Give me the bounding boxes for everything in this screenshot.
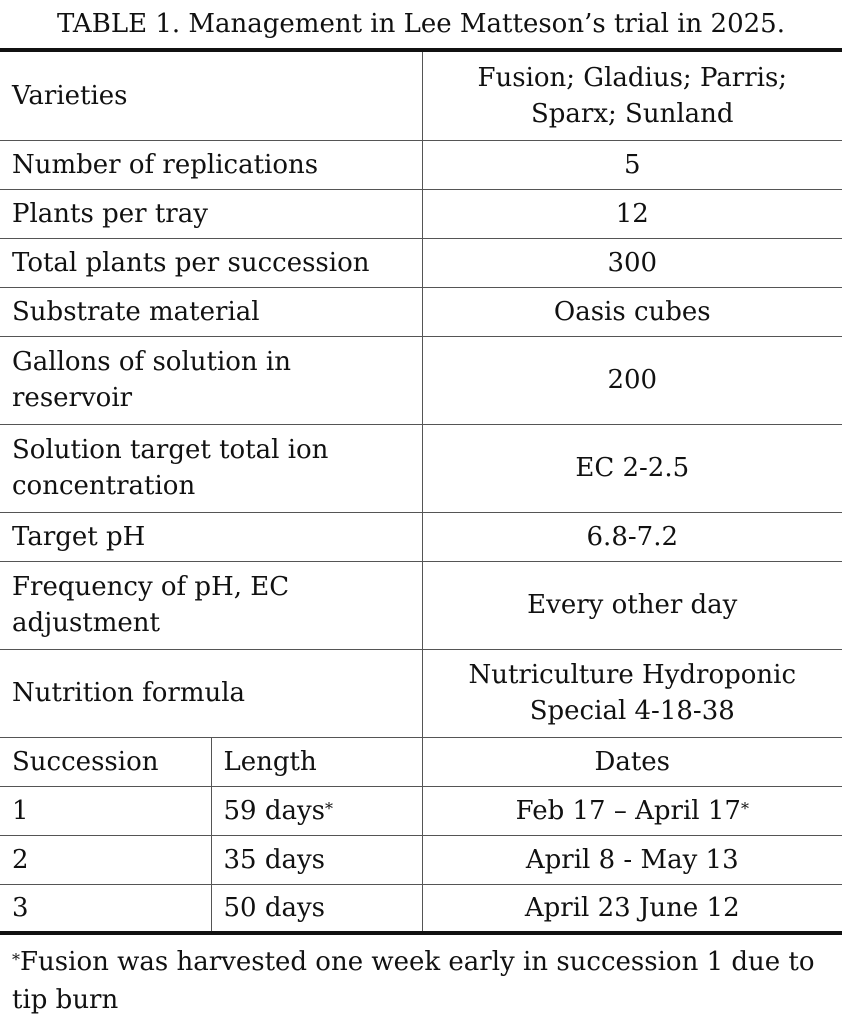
- row-value-varieties: Fusion; Gladius; Parris; Sparx; Sunland: [422, 52, 842, 140]
- succession-length: 35 days: [211, 835, 422, 884]
- row-value-frequency: Every other day: [422, 561, 842, 649]
- table-row: [0, 786, 842, 835]
- table-footnote: [0, 935, 842, 1019]
- table-row: [0, 424, 842, 512]
- table-caption: TABLE 1. Management in Lee Matteson’s trial in 2025.: [0, 0, 842, 52]
- row-value-ion-concentration: EC 2-2.5: [422, 424, 842, 512]
- table-row: [0, 189, 842, 238]
- header-succession: Succession: [0, 737, 211, 786]
- row-label-replications: Number of replications: [0, 140, 422, 189]
- table-row: [0, 561, 842, 649]
- row-label-gallons: Gallons of solution in reservoir: [0, 336, 422, 424]
- row-value-gallons: 200: [422, 336, 842, 424]
- footnote-marker: *: [12, 950, 20, 969]
- header-dates: Dates: [422, 737, 842, 786]
- row-value-nutrition: Nutriculture Hydroponic Special 4-18-38: [422, 649, 842, 737]
- row-value-replications: 5: [422, 140, 842, 189]
- table-row: [0, 52, 842, 140]
- row-value-plants-per-tray: 12: [422, 189, 842, 238]
- row-label-target-ph: Target pH: [0, 512, 422, 561]
- table-row: [0, 336, 842, 424]
- succession-number: 1: [0, 786, 211, 835]
- row-label-ion-concentration: Solution target total ion concentration: [0, 424, 422, 512]
- footnote-text: Fusion was harvested one week early in succession 1 due to tip burn: [12, 947, 815, 1015]
- succession-length: 50 days: [211, 884, 422, 933]
- succession-dates: Feb 17 – April 17*: [422, 786, 842, 835]
- row-label-nutrition: Nutrition formula: [0, 649, 422, 737]
- footnote-marker: *: [325, 798, 334, 818]
- row-label-plants-per-tray: Plants per tray: [0, 189, 422, 238]
- table-row: [0, 835, 842, 884]
- management-table: [0, 52, 842, 935]
- row-value-total-plants: 300: [422, 238, 842, 287]
- succession-header-row: [0, 737, 842, 786]
- table-row: [0, 238, 842, 287]
- succession-dates: April 23 June 12: [422, 884, 842, 933]
- header-length: Length: [211, 737, 422, 786]
- succession-length: 59 days*: [211, 786, 422, 835]
- row-value-substrate: Oasis cubes: [422, 287, 842, 336]
- table-row: [0, 512, 842, 561]
- succession-dates: April 8 - May 13: [422, 835, 842, 884]
- footnote-marker: *: [740, 798, 749, 818]
- row-label-substrate: Substrate material: [0, 287, 422, 336]
- table-row: [0, 649, 842, 737]
- row-label-total-plants: Total plants per succession: [0, 238, 422, 287]
- succession-number: 2: [0, 835, 211, 884]
- row-value-target-ph: 6.8-7.2: [422, 512, 842, 561]
- table-row: [0, 140, 842, 189]
- row-label-varieties: Varieties: [0, 52, 422, 140]
- row-label-frequency: Frequency of pH, EC adjustment: [0, 561, 422, 649]
- succession-number: 3: [0, 884, 211, 933]
- table-row: [0, 884, 842, 933]
- table-row: [0, 287, 842, 336]
